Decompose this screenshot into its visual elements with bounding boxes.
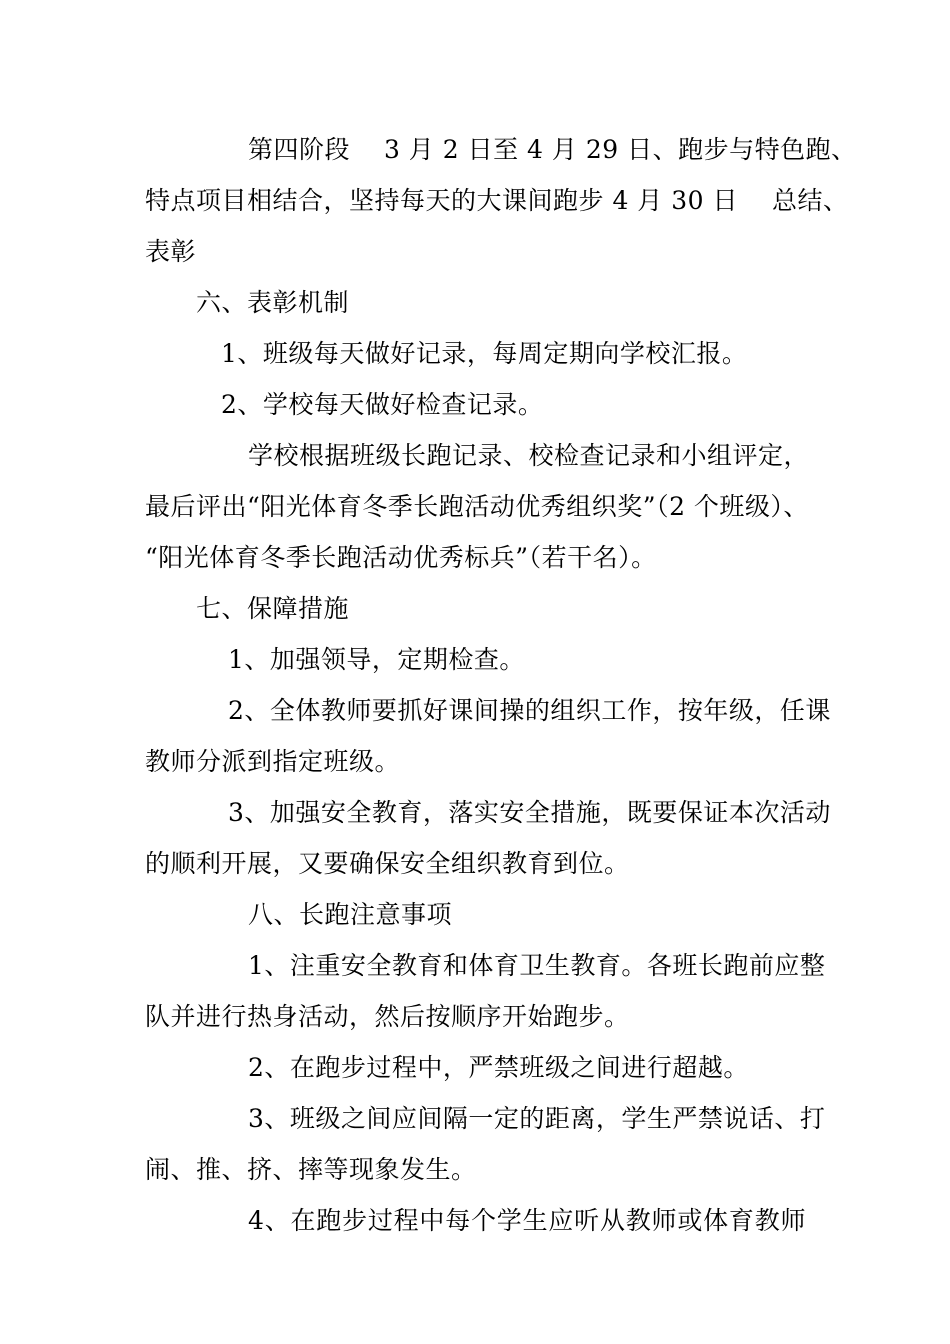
list-item-precaution-1-line-2: 队并进行热身活动，然后按顺序开始跑步。: [145, 1002, 630, 1031]
list-item-precaution-1-line-1: 1、注重安全教育和体育卫生教育。各班长跑前应整: [248, 951, 826, 980]
list-item-safeguard-3-line-2: 的顺利开展，又要确保安全组织教育到位。: [145, 849, 630, 878]
paragraph-awards-line-3: “阳光体育冬季长跑活动优秀标兵”（若干名）。: [145, 543, 657, 572]
list-item-precaution-3-line-1: 3、班级之间应间隔一定的距离，学生严禁说话、打: [248, 1104, 826, 1133]
list-item-precaution-2: 2、在跑步过程中，严禁班级之间进行超越。: [248, 1053, 749, 1082]
paragraph-awards-line-2: 最后评出“阳光体育冬季长跑活动优秀组织奖”（2 个班级）、: [145, 492, 809, 521]
list-item-safeguard-2-line-2: 教师分派到指定班级。: [145, 747, 401, 776]
list-item-commendation-2: 2、学校每天做好检查记录。: [221, 390, 544, 419]
list-item-safeguard-1: 1、加强领导，定期检查。: [228, 645, 525, 674]
heading-running-precautions: 八、长跑注意事项: [248, 900, 453, 929]
list-item-commendation-1: 1、班级每天做好记录，每周定期向学校汇报。: [221, 339, 748, 368]
list-item-precaution-4-line-1: 4、在跑步过程中每个学生应听从教师或体育教师: [248, 1206, 806, 1235]
list-item-safeguard-3-line-1: 3、加强安全教育，落实安全措施，既要保证本次活动: [228, 798, 831, 827]
list-item-precaution-3-line-2: 闹、推、挤、摔等现象发生。: [145, 1155, 477, 1184]
heading-commendation-mechanism: 六、表彰机制: [196, 288, 350, 317]
paragraph-stage-four-line-3: 表彰: [145, 237, 197, 266]
paragraph-stage-four-line-2: 特点项目相结合，坚持每天的大课间跑步 4 月 30 日 总结、: [145, 186, 849, 215]
paragraph-stage-four-line-1: 第四阶段 3 月 2 日至 4 月 29 日、跑步与特色跑、: [248, 135, 857, 164]
heading-safeguard-measures: 七、保障措施: [196, 594, 350, 623]
paragraph-awards-line-1: 学校根据班级长跑记录、校检查记录和小组评定，: [248, 441, 810, 470]
list-item-safeguard-2-line-1: 2、全体教师要抓好课间操的组织工作，按年级，任课: [228, 696, 831, 725]
